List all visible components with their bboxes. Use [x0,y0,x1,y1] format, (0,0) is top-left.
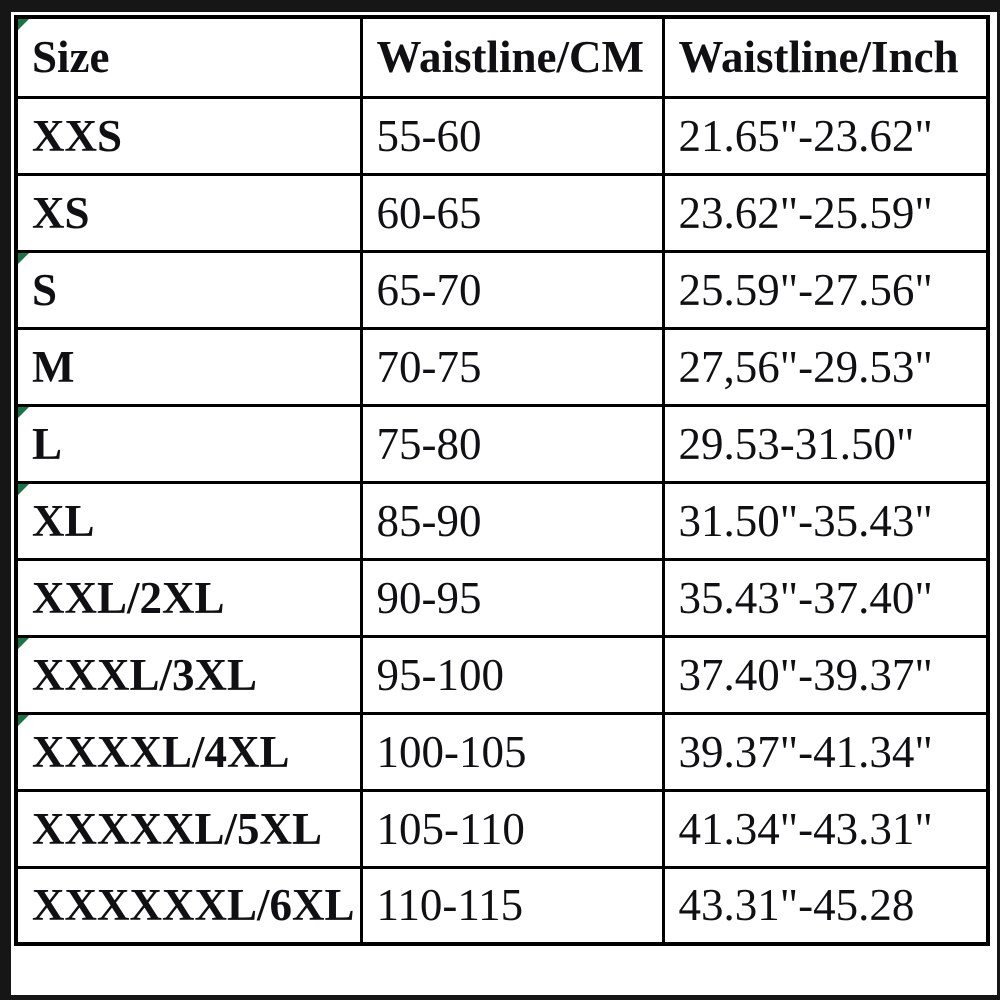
table-row [16,867,988,944]
cm-value: 85-90 [376,495,482,546]
size-value: M [32,341,75,392]
cm-value: 60-65 [376,187,482,238]
inch-cell [663,790,988,867]
cm-cell [361,174,663,251]
corner-marker-icon [18,253,29,264]
size-cell [16,867,361,944]
cm-value: 100-105 [376,726,527,777]
size-value: S [32,264,58,315]
inch-value: 25.59"-27.56" [678,264,933,315]
size-value: XL [32,495,95,546]
inch-cell [663,559,988,636]
size-cell [16,97,361,174]
table-row [16,559,988,636]
size-value: L [32,418,63,469]
inch-value: 31.50"-35.43" [678,495,933,546]
inch-cell [663,174,988,251]
cm-cell [361,636,663,713]
size-cell [16,559,361,636]
inch-value: 37.40"-39.37" [678,649,933,700]
table-row [16,328,988,405]
cm-value: 55-60 [376,110,482,161]
cm-cell [361,867,663,944]
size-value: XXXXL/4XL [32,726,290,777]
size-value: XXS [32,110,123,161]
size-cell [16,636,361,713]
cm-value: 110-115 [376,880,524,931]
table-row [16,713,988,790]
size-cell [16,251,361,328]
inch-cell [663,867,988,944]
table-row [16,405,988,482]
cm-cell [361,713,663,790]
size-value: XXL/2XL [32,572,225,623]
table-row [16,251,988,328]
inch-cell [663,405,988,482]
header-waistline-inch-label: Waistline/Inch [678,32,959,83]
size-cell [16,174,361,251]
inch-cell [663,251,988,328]
corner-marker-icon [18,407,29,418]
size-cell [16,790,361,867]
table-panel [11,12,997,995]
inch-value: 21.65"-23.62" [678,110,933,161]
table-row [16,636,988,713]
cm-cell [361,405,663,482]
size-cell [16,328,361,405]
table-row [16,482,988,559]
inch-value: 23.62"-25.59" [678,187,933,238]
corner-marker-icon [18,19,29,30]
cm-value: 90-95 [376,572,482,623]
table-row [16,174,988,251]
inch-cell [663,482,988,559]
cm-cell [361,790,663,867]
cm-cell [361,559,663,636]
header-size-label: Size [32,32,110,83]
size-value: XS [32,187,90,238]
size-chart-table [14,15,990,946]
size-value: XXXL/3XL [32,649,258,700]
inch-cell [663,636,988,713]
corner-marker-icon [18,484,29,495]
table-row [16,790,988,867]
cm-cell [361,97,663,174]
inch-value: 35.43"-37.40" [678,572,933,623]
header-row [16,17,988,97]
cm-cell [361,482,663,559]
cm-value: 70-75 [376,341,482,392]
header-waistline-cm-label: Waistline/CM [376,32,644,83]
header-waistline-cm [361,17,663,97]
inch-value: 29.53-31.50" [678,418,915,469]
size-cell [16,482,361,559]
inch-value: 43.31"-45.28 [678,880,915,931]
cm-value: 65-70 [376,264,482,315]
size-value: XXXXXL/5XL [32,803,323,854]
cm-value: 105-110 [376,803,525,854]
size-value: XXXXXXL/6XL [32,880,355,931]
header-size [16,17,361,97]
cm-cell [361,251,663,328]
corner-marker-icon [18,715,29,726]
cm-value: 75-80 [376,418,482,469]
cm-value: 95-100 [376,649,504,700]
corner-marker-icon [18,638,29,649]
inch-cell [663,97,988,174]
cm-cell [361,328,663,405]
inch-value: 39.37"-41.34" [678,726,933,777]
size-cell [16,713,361,790]
inch-value: 27,56"-29.53" [678,341,933,392]
inch-cell [663,713,988,790]
size-cell [16,405,361,482]
inch-value: 41.34"-43.31" [678,803,933,854]
table-row [16,97,988,174]
inch-cell [663,328,988,405]
header-waistline-inch [663,17,988,97]
